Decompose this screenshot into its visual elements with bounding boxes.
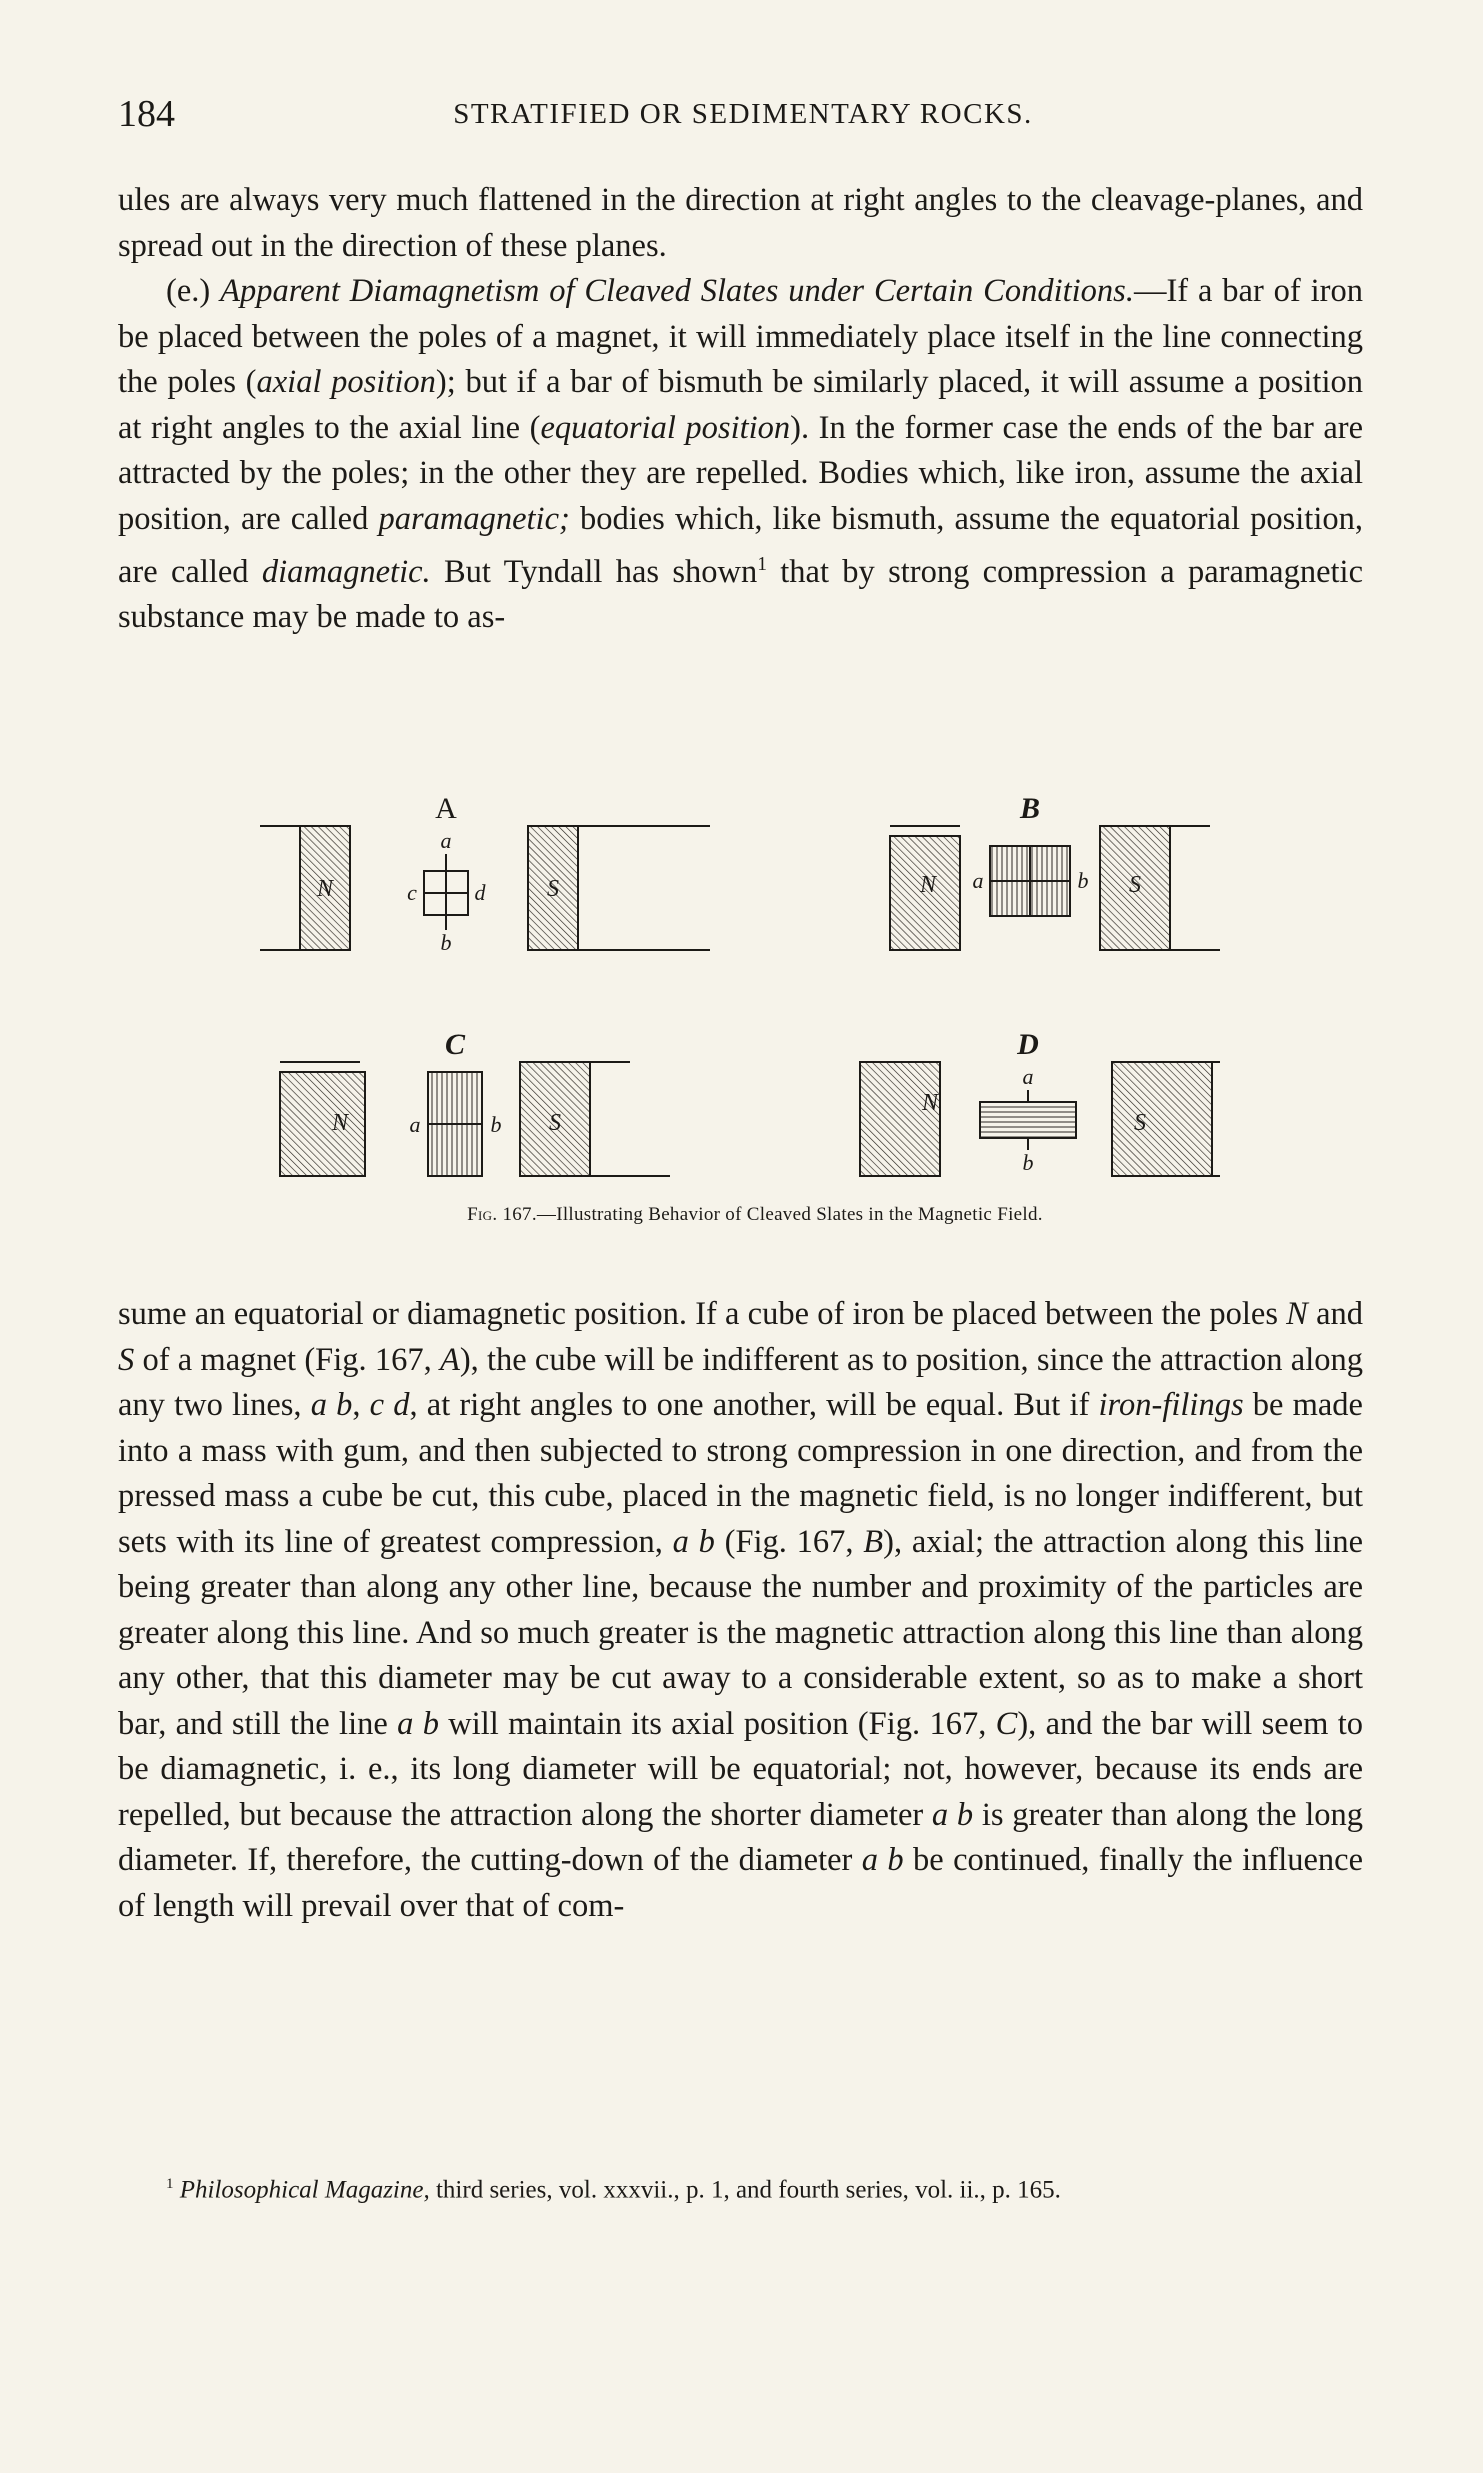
paragraph-continuation: ules are always very much flattened in the direction at right angles to the cleavage-planes, and spread out in the direction of these planes.	[118, 182, 1363, 264]
body-text-top	[118, 178, 1363, 641]
svg-text:c: c	[407, 880, 417, 905]
svg-text:N: N	[919, 872, 937, 898]
footnote-reference[interactable]: 1	[757, 554, 767, 575]
panel-b	[890, 826, 1220, 950]
svg-text:b: b	[1022, 1150, 1034, 1175]
svg-text:S: S	[549, 1110, 561, 1136]
svg-text:b: b	[490, 1112, 502, 1137]
running-head	[118, 92, 1368, 142]
footnote: $^1$ Philosophical Magazine, third series, vol. xxxvii., p. 1, and fourth series, vol. ii., p. 165.	[166, 2176, 1061, 2204]
paragraph-iron-cube: sume an equatorial or diamagnetic position. If a cube of iron be placed between the poles N and S of a magnet (Fig. 167, A), the cube will be indifferent as to position, since the attraction along any two lines, a b, c d, at right angles to one another, will be equal. But if iron-filings be made into a mass with gum, and then subjected to strong compression in one direction, and from the pressed mass a cube be cut, this cube, placed in the magnetic field, is no longer indifferent, but sets with its line of greatest compression, a b (Fig. 167, B), axial; the attraction along this line being greater than along any other line, because the number and proximity of the particles are greater along this line. And so much greater is the magnetic attraction along this line than along any other, that this diameter may be cut away to a considerable extent, so as to make a short bar, and still the line a b will maintain its axial position (Fig. 167, C), and the bar will seem to be diamagnetic, i. e., its long diameter will be equatorial; not, however, because its ends are repelled, but because the attraction along the shorter diameter a b is greater than along the long diameter. If, therefore, the cutting-down of the diameter a b be continued, finally the influence of length will prevail over that of com-	[118, 1296, 1364, 1924]
figure-167	[260, 790, 1250, 1230]
svg-text:N: N	[331, 1110, 349, 1136]
body-text-bottom	[118, 1292, 1363, 1929]
svg-text:S: S	[1134, 1110, 1146, 1136]
panel-label-a: A	[435, 792, 457, 825]
svg-text:N: N	[921, 1090, 939, 1116]
figure-caption: Fig. 167.—Illustrating Behavior of Cleaved Slates in the Magnetic Field.	[467, 1204, 1043, 1225]
panel-d	[860, 1062, 1220, 1176]
svg-text:S: S	[1129, 872, 1141, 898]
svg-text:b: b	[1077, 868, 1089, 893]
paragraph-apparent-diamagnetism: (e.) Apparent Diamagnetism of Cleaved Slates under Certain Conditions.—If a bar of iron be placed between the poles of a magnet, it will immediately place itself in the line connecting the poles (axial position); but if a bar of bismuth be similarly placed, it will assume a position at right angles to the axial line (equatorial position). In the former case the ends of the bar are attracted by the poles; in the other they are repelled. Bodies which, like iron, assume the axial position, are called paramagnetic; bodies which, like bismuth, assume the equatorial position, are called diamagnetic. But Tyndall has shown$^1$ that by strong compression a paramagnetic substance may be made to as-	[118, 273, 1363, 636]
svg-text:a: a	[409, 1112, 421, 1137]
panel-label-d: D	[1017, 1028, 1039, 1061]
svg-text:N: N	[316, 876, 334, 902]
svg-text:a: a	[1022, 1064, 1034, 1089]
svg-text:a: a	[440, 828, 452, 853]
svg-text:d: d	[474, 880, 486, 905]
svg-text:b: b	[440, 930, 452, 955]
footnote-mark: 1	[166, 2176, 174, 2192]
figure-illustration	[260, 790, 1250, 1200]
svg-text:a: a	[972, 868, 984, 893]
panel-label-c: C	[444, 1028, 466, 1061]
running-head-title: STRATIFIED OR SEDIMENTARY ROCKS.	[453, 98, 1033, 130]
section-heading: Apparent Diamagnetism of Cleaved Slates under Certain Conditions.	[220, 273, 1134, 309]
svg-text:S: S	[547, 876, 559, 902]
footnote-journal: Philosophical Magazine,	[179, 2176, 430, 2204]
page-number: 184	[118, 93, 175, 135]
panel-label-b: B	[1019, 792, 1041, 825]
